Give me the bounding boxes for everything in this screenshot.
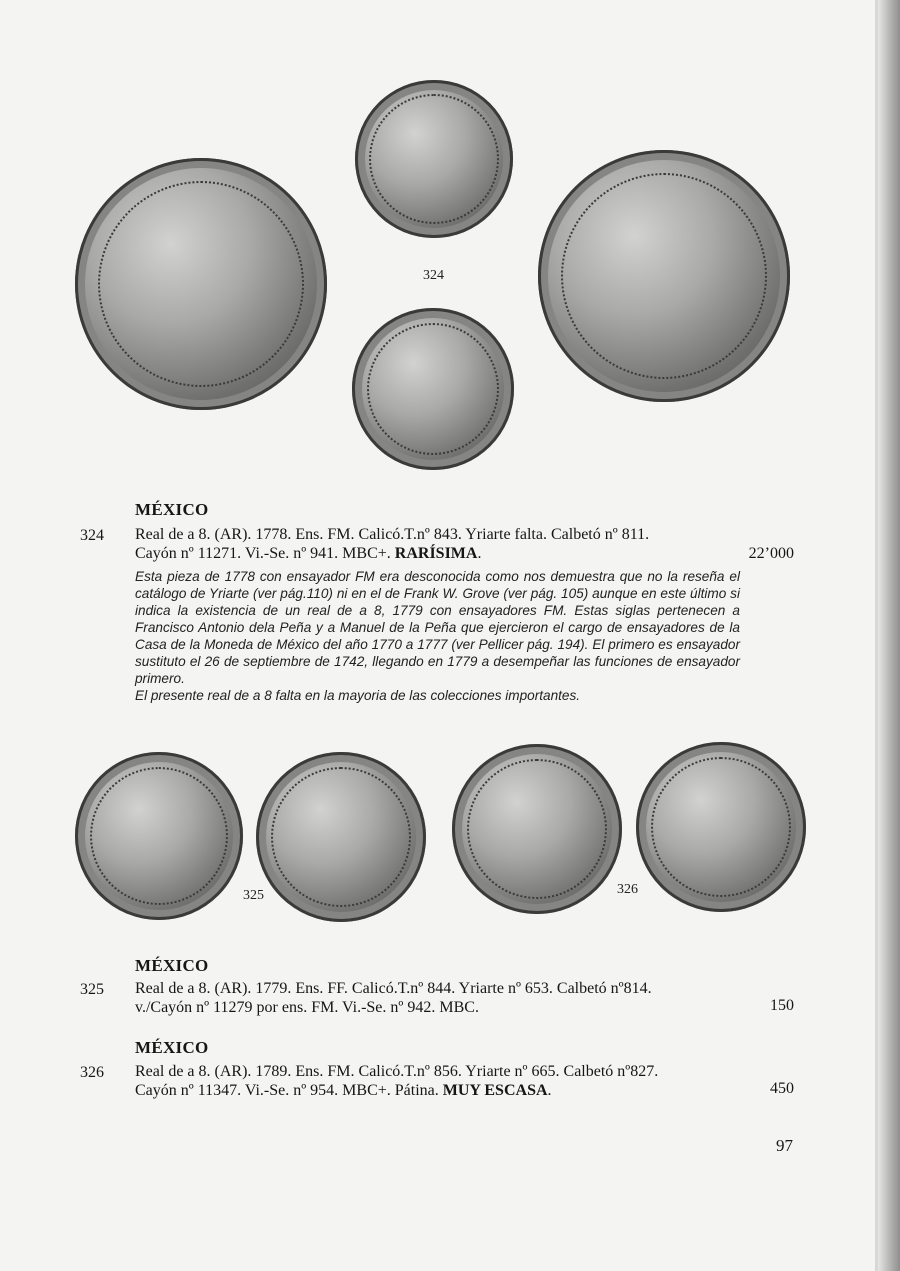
lot-324-line2-post: . (477, 545, 482, 562)
coin-325-reverse (256, 752, 426, 922)
lot-324-note-paragraph-2: El presente real de a 8 falta en la mayoria de las colecciones importantes. (135, 688, 581, 703)
lot-326-price: 450 (770, 1080, 794, 1097)
lot-324-note (135, 568, 740, 704)
coin-324-obverse-small (355, 80, 513, 238)
lot-326-number: 326 (80, 1064, 104, 1081)
lot-325-number: 325 (80, 981, 104, 998)
lot-325-heading: MÉXICO (135, 956, 209, 975)
lot-324-rarity: RARÍSIMA (394, 545, 478, 562)
lot-324-note-paragraph-1: Esta pieza de 1778 con ensayador FM era desconocida como nos demuestra que no la reseña el catálogo de Yriarte (ver pág.110) ni en el de Frank W. Grove (ver pág. 105) aunque en este último si indica la existencia de un real de a 8, 1779 con ensayadores FM. Estas siglas pertenecen a Francisco Antonio dela Peña y a Manuel de la Peña que ejercieron el cargo de ensayadores de la Casa de la Moneda de México del año 1770 a 1777 (ver Pellicer pág. 194). El primero es ensayador sustituto el 26 de septiembre de 1742, llegando en 1779 a desempeñar las funciones de ensayador primero. (135, 569, 740, 686)
lot-324-line1: Real de a 8. (AR). 1778. Ens. FM. Calicó.T.nº 843. Yriarte falta. Calbetó nº 811. (135, 526, 650, 543)
lot-325-line2: v./Cayón nº 11279 por ens. FM. Vi.-Se. nº 942. MBC. (135, 999, 479, 1016)
page-number: 97 (776, 1136, 793, 1155)
lot-324-number: 324 (80, 527, 104, 544)
lot-324-price: 22’000 (748, 545, 794, 562)
lot-326-line1: Real de a 8. (AR). 1789. Ens. FM. Calicó.T.nº 856. Yriarte nº 665. Calbetó nº827. (135, 1063, 659, 1080)
lot-326-line2 (135, 1080, 552, 1101)
lot-325-line1: Real de a 8. (AR). 1779. Ens. FF. Calicó.T.nº 844. Yriarte nº 653. Calbetó nº814. (135, 980, 652, 997)
coin-325-obverse (75, 752, 243, 920)
coin-324-reverse-small (352, 308, 514, 470)
coin-label-326: 326 (617, 882, 638, 897)
coin-label-324: 324 (423, 268, 444, 283)
lot-325-price: 150 (770, 997, 794, 1014)
page-edge (878, 0, 900, 1271)
lot-326-line2-pre: Cayón nº 11347. Vi.-Se. nº 954. MBC+. Pátina. (135, 1082, 443, 1099)
lot-324-line2 (135, 543, 481, 564)
lot-324-line2-pre: Cayón nº 11271. Vi.-Se. nº 941. MBC+. (135, 545, 395, 562)
coin-label-325: 325 (243, 888, 264, 903)
lot-326-heading: MÉXICO (135, 1038, 209, 1057)
coin-324-obverse-large (75, 158, 327, 410)
coin-324-reverse-large (538, 150, 790, 402)
coin-326-reverse (636, 742, 806, 912)
lot-324-heading: MÉXICO (135, 500, 209, 519)
coin-326-obverse (452, 744, 622, 914)
lot-326-line2-post: . (547, 1082, 552, 1099)
lot-326-rarity: MUY ESCASA (442, 1082, 548, 1099)
